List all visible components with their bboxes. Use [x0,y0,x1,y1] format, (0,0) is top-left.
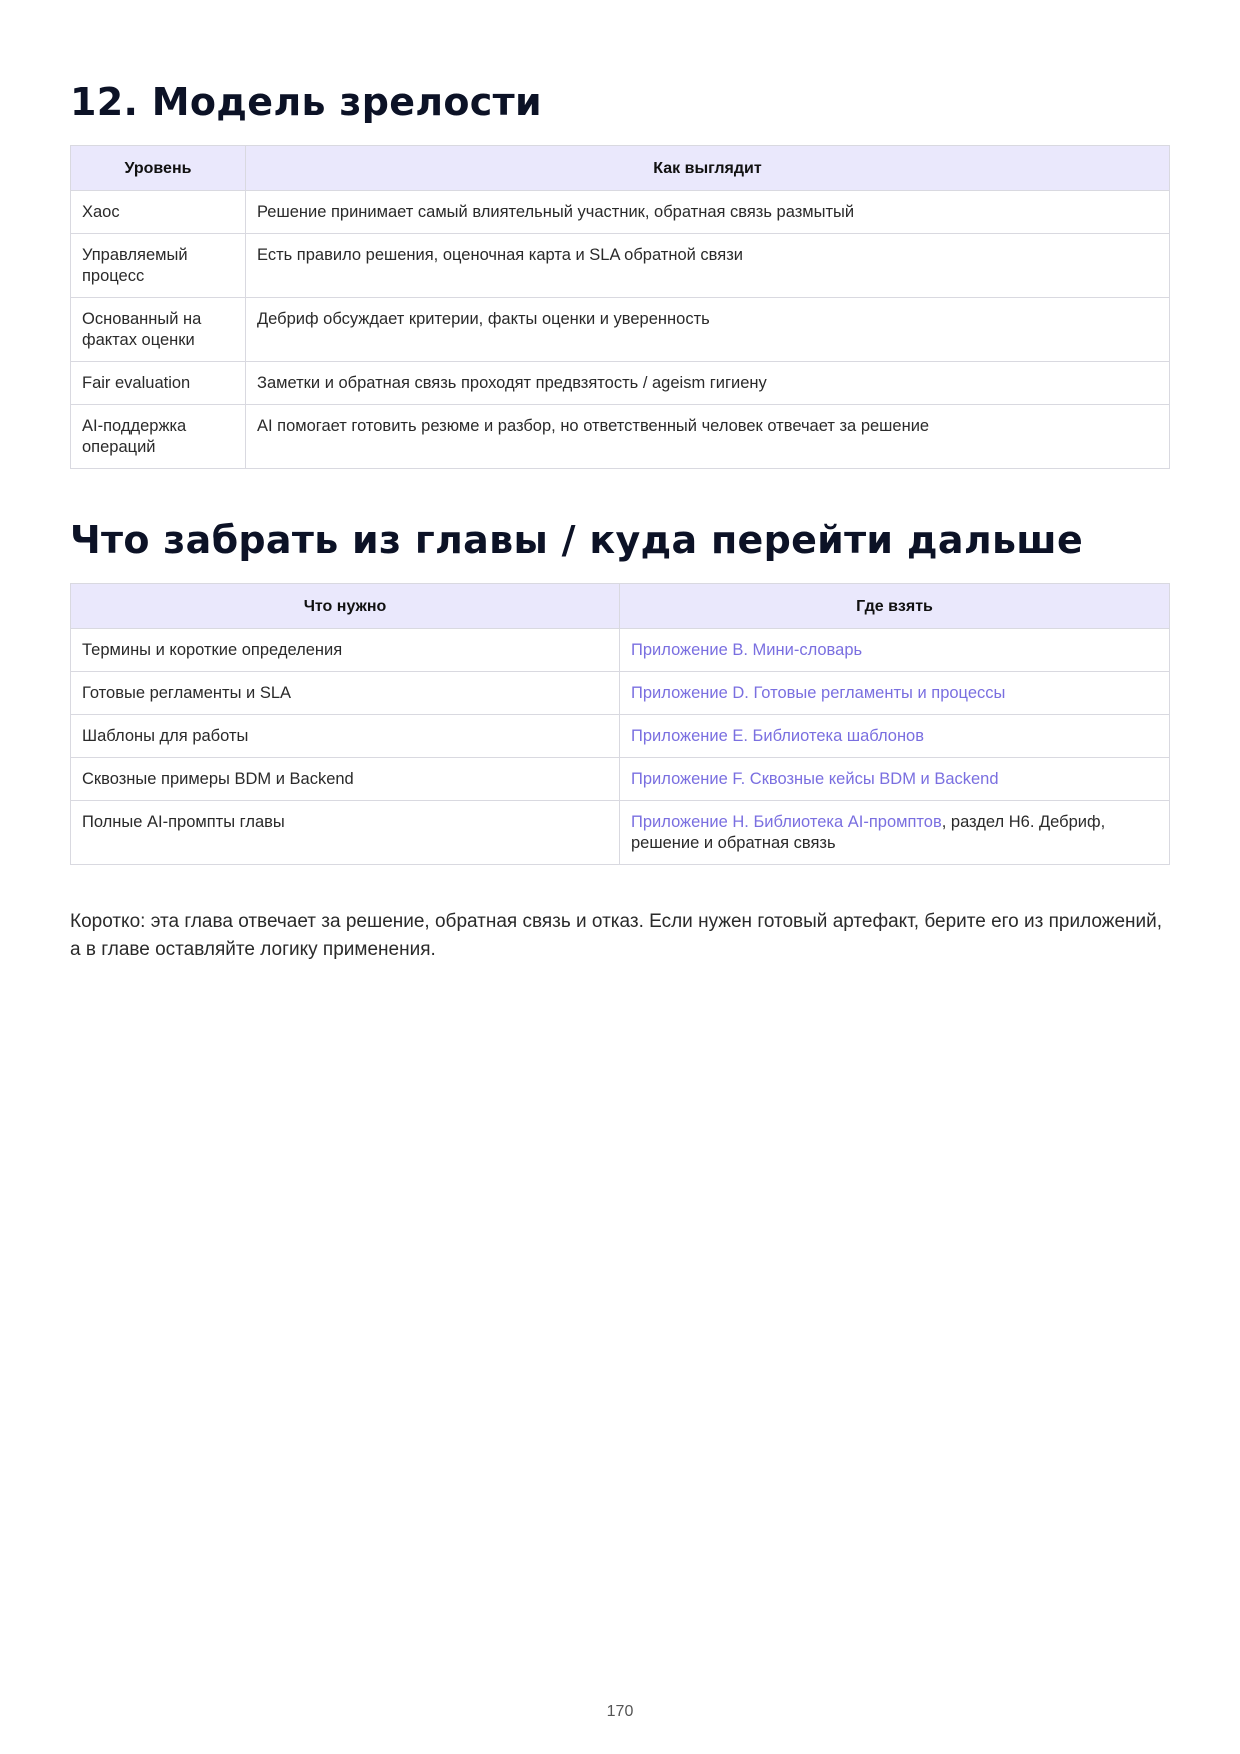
source-cell [620,715,1170,758]
table-row [71,362,1170,405]
appendix-link[interactable]: Приложение B. Мини-словарь [631,641,863,659]
level-cell: Хаос [71,191,246,234]
level-cell: AI-поддержка операций [71,405,246,469]
appendix-link[interactable]: Приложение H. Библиотека AI-промптов [631,813,942,831]
table-row [71,298,1170,362]
table-row [71,191,1170,234]
description-cell: AI помогает готовить резюме и разбор, но ответственный человек отвечает за решение [246,405,1170,469]
maturity-table [70,145,1170,469]
column-header-description: Как выглядит [246,146,1170,191]
description-cell: Решение принимает самый влиятельный участник, обратная связь размытый [246,191,1170,234]
section-title-maturity: 12. Модель зрелости [70,80,542,124]
summary-paragraph: Коротко: эта глава отвечает за решение, обратная связь и отказ. Если нужен готовый артефакт, берите его из приложений, а в главе оставляйте логику применения. [70,911,1163,960]
column-header-source: Где взять [620,584,1170,629]
source-extra-text: , раздел H6. Дебриф, решение и обратная связь [631,813,1106,852]
need-cell: Сквозные примеры BDM и Backend [71,758,620,801]
source-cell [620,672,1170,715]
table-row [71,629,1170,672]
source-cell [620,758,1170,801]
source-cell [620,629,1170,672]
table-row [71,758,1170,801]
appendix-link[interactable]: Приложение F. Сквозные кейсы BDM и Backend [631,770,999,788]
source-cell [620,801,1170,865]
table-row [71,801,1170,865]
table-row [71,715,1170,758]
level-cell: Fair evaluation [71,362,246,405]
description-cell: Дебриф обсуждает критерии, факты оценки и уверенность [246,298,1170,362]
need-cell: Готовые регламенты и SLA [71,672,620,715]
page-number: 170 [606,1703,634,1720]
need-cell: Термины и короткие определения [71,629,620,672]
table-header-row [71,584,1170,629]
need-cell: Шаблоны для работы [71,715,620,758]
appendix-link[interactable]: Приложение E. Библиотека шаблонов [631,727,925,745]
level-cell: Управляемый процесс [71,234,246,298]
description-cell: Заметки и обратная связь проходят предвзятость / ageism гигиену [246,362,1170,405]
table-row [71,234,1170,298]
appendix-link[interactable]: Приложение D. Готовые регламенты и процессы [631,684,1006,702]
level-cell: Основанный на фактах оценки [71,298,246,362]
need-cell: Полные AI-промпты главы [71,801,620,865]
section-title-next-steps: Что забрать из главы / куда перейти дальше [70,518,1084,562]
next-steps-table [70,583,1170,865]
column-header-need: Что нужно [71,584,620,629]
column-header-level: Уровень [71,146,246,191]
table-header-row [71,146,1170,191]
table-row [71,672,1170,715]
table-row [71,405,1170,469]
description-cell: Есть правило решения, оценочная карта и SLA обратной связи [246,234,1170,298]
